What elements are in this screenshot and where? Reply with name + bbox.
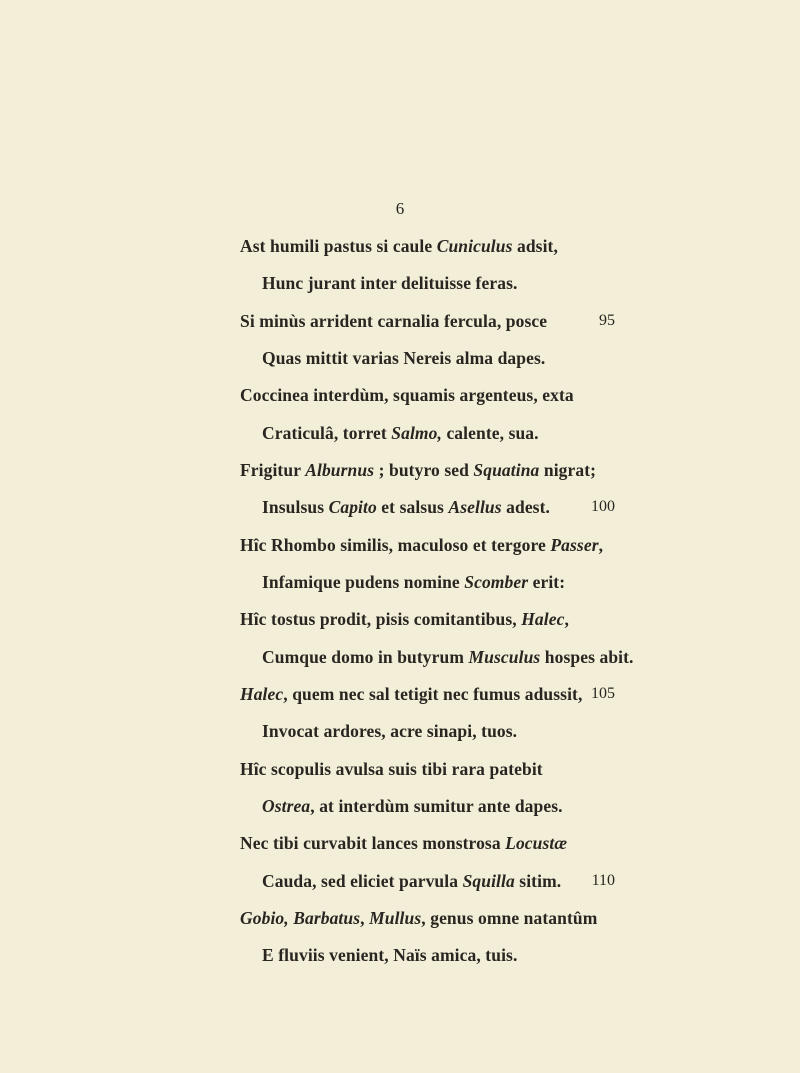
- line-number: 95: [599, 312, 615, 329]
- line-number: 110: [591, 872, 615, 889]
- verse-line: Cumque domo in butyrum Musculus hospes abit.: [262, 647, 634, 667]
- verse-line: Ast humili pastus si caule Cuniculus adsit,: [240, 236, 558, 256]
- verse-line: Halec, quem nec sal tetigit nec fumus adussit,: [240, 684, 583, 704]
- verse-line: Si minùs arrident carnalia fercula, posce: [240, 311, 548, 331]
- verse-line: Infamique pudens nomine Scomber erit:: [262, 572, 566, 592]
- verse-line: Quas mittit varias Nereis alma dapes.: [262, 348, 546, 368]
- verse-line: Hîc scopulis avulsa suis tibi rara patebit: [240, 759, 543, 779]
- verse-line: Frigitur Alburnus ; butyro sed Squatina nigrat;: [240, 460, 597, 480]
- verse-line: E fluviis venient, Naïs amica, tuis.: [262, 945, 518, 965]
- page-number: 6: [395, 199, 405, 218]
- verse-line: Hîc tostus prodit, pisis comitantibus, Halec,: [240, 609, 569, 629]
- verse-line: Cauda, sed eliciet parvula Squilla sitim.: [262, 871, 562, 891]
- verse-line: Ostrea, at interdùm sumitur ante dapes.: [262, 796, 563, 816]
- line-number: 100: [591, 498, 615, 515]
- verse-line: Coccinea interdùm, squamis argenteus, exta: [240, 385, 574, 405]
- verse-line: Craticulâ, torret Salmo, calente, sua.: [262, 423, 539, 443]
- line-number: 105: [591, 685, 615, 702]
- verse-line: Gobio, Barbatus, Mullus, genus omne natantûm: [240, 908, 598, 928]
- verse-line: Invocat ardores, acre sinapi, tuos.: [262, 721, 518, 741]
- verse-line: Insulsus Capito et salsus Asellus adest.: [262, 497, 550, 517]
- verse-line: Hîc Rhombo similis, maculoso et tergore Passer,: [240, 535, 604, 555]
- verse-line: Hunc jurant inter delituisse feras.: [262, 273, 518, 293]
- verse-line: Nec tibi curvabit lances monstrosa Locustæ: [240, 833, 568, 853]
